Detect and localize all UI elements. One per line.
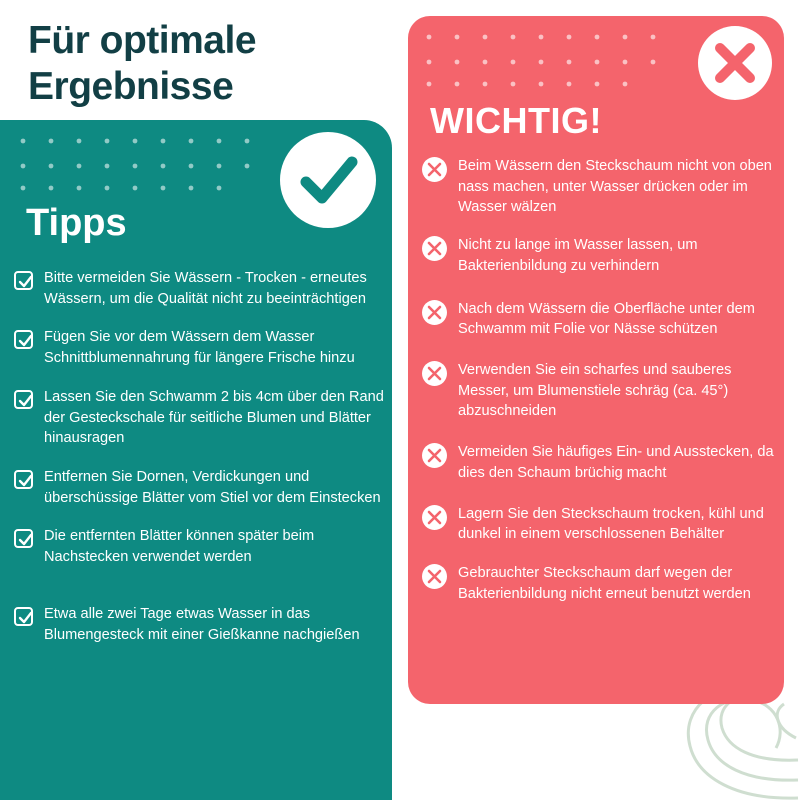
dot-pattern-left [18, 136, 268, 192]
tips-heading: Tipps [26, 202, 127, 244]
list-item-text: Gebrauchter Steckschaum darf wegen der Bakterienbildung nicht erneut benutzt werden [458, 565, 751, 602]
checkbox-icon [14, 330, 33, 349]
list-item [422, 156, 780, 218]
list-item [422, 442, 780, 483]
close-circle-icon [422, 157, 447, 182]
list-item-text: Lagern Sie den Steckschaum trocken, kühl und dunkel in einem verschlossenen Behälter [458, 505, 764, 543]
list-item-text: Die entfernten Blätter können später beim Nachstecken verwendet werden [44, 528, 315, 566]
list-item [14, 604, 384, 645]
warnings-heading: WICHTIG! [430, 100, 602, 141]
close-icon [698, 26, 772, 100]
list-item-text: Verwenden Sie ein scharfes und sauberes Messer, um Blumenstiele schräg (ca. 45°) abzuschneiden [458, 362, 732, 420]
close-circle-icon [422, 443, 447, 468]
list-item [14, 526, 384, 567]
checkbox-icon [14, 529, 33, 548]
list-item [422, 563, 780, 604]
list-item-text: Lassen Sie den Schwamm 2 bis 4cm über den Rand der Gesteckschale für seitliche Blumen und Blätter hinausragen [44, 388, 384, 447]
close-circle-icon [422, 300, 447, 325]
list-item-text: Vermeiden Sie häufiges Ein- und Ausstecken, da dies den Schaum brüchig macht [458, 444, 774, 481]
warnings-panel [408, 16, 784, 704]
list-item-text: Nicht zu lange im Wasser lassen, um Bakterienbildung zu verhindern [458, 237, 698, 274]
checkbox-icon [14, 390, 33, 409]
list-item [422, 235, 780, 276]
tips-list [14, 268, 384, 663]
list-item-text: Nach dem Wässern die Oberfläche unter dem Schwamm mit Folie vor Nässe schützen [458, 300, 755, 338]
list-item-text: Entfernen Sie Dornen, Verdickungen und überschüssige Blätter vom Stiel vor dem Einstecken [44, 469, 381, 506]
close-circle-icon [422, 236, 447, 261]
checkbox-icon [14, 470, 33, 489]
list-item [14, 467, 384, 508]
list-item-text: Etwa alle zwei Tage etwas Wasser in das Blumengesteck mit einer Gießkanne nachgießen [44, 605, 360, 643]
close-circle-icon [422, 361, 447, 386]
list-item [422, 299, 780, 340]
list-item [422, 504, 780, 545]
page-title: Für optimale Ergebnisse [28, 19, 257, 109]
list-item [14, 387, 384, 449]
check-icon [280, 132, 376, 228]
dot-pattern-right [424, 32, 674, 88]
warnings-list [422, 156, 780, 622]
close-circle-icon [422, 505, 447, 530]
list-item-text: Beim Wässern den Steckschaum nicht von oben nass machen, unter Wasser drücken oder im Wasser wälzen [458, 158, 772, 216]
checkbox-icon [14, 607, 33, 626]
list-item-text: Bitte vermeiden Sie Wässern - Trocken - erneutes Wässern, um die Qualität nicht zu beeinträchtigen [44, 270, 367, 307]
list-item [14, 268, 384, 309]
tips-panel [0, 120, 392, 800]
list-item [14, 327, 384, 368]
checkbox-icon [14, 271, 33, 290]
list-item-text: Fügen Sie vor dem Wässern dem Wasser Schnittblumennahrung für längere Frische hinzu [44, 329, 355, 367]
close-circle-icon [422, 564, 447, 589]
list-item [422, 360, 780, 422]
